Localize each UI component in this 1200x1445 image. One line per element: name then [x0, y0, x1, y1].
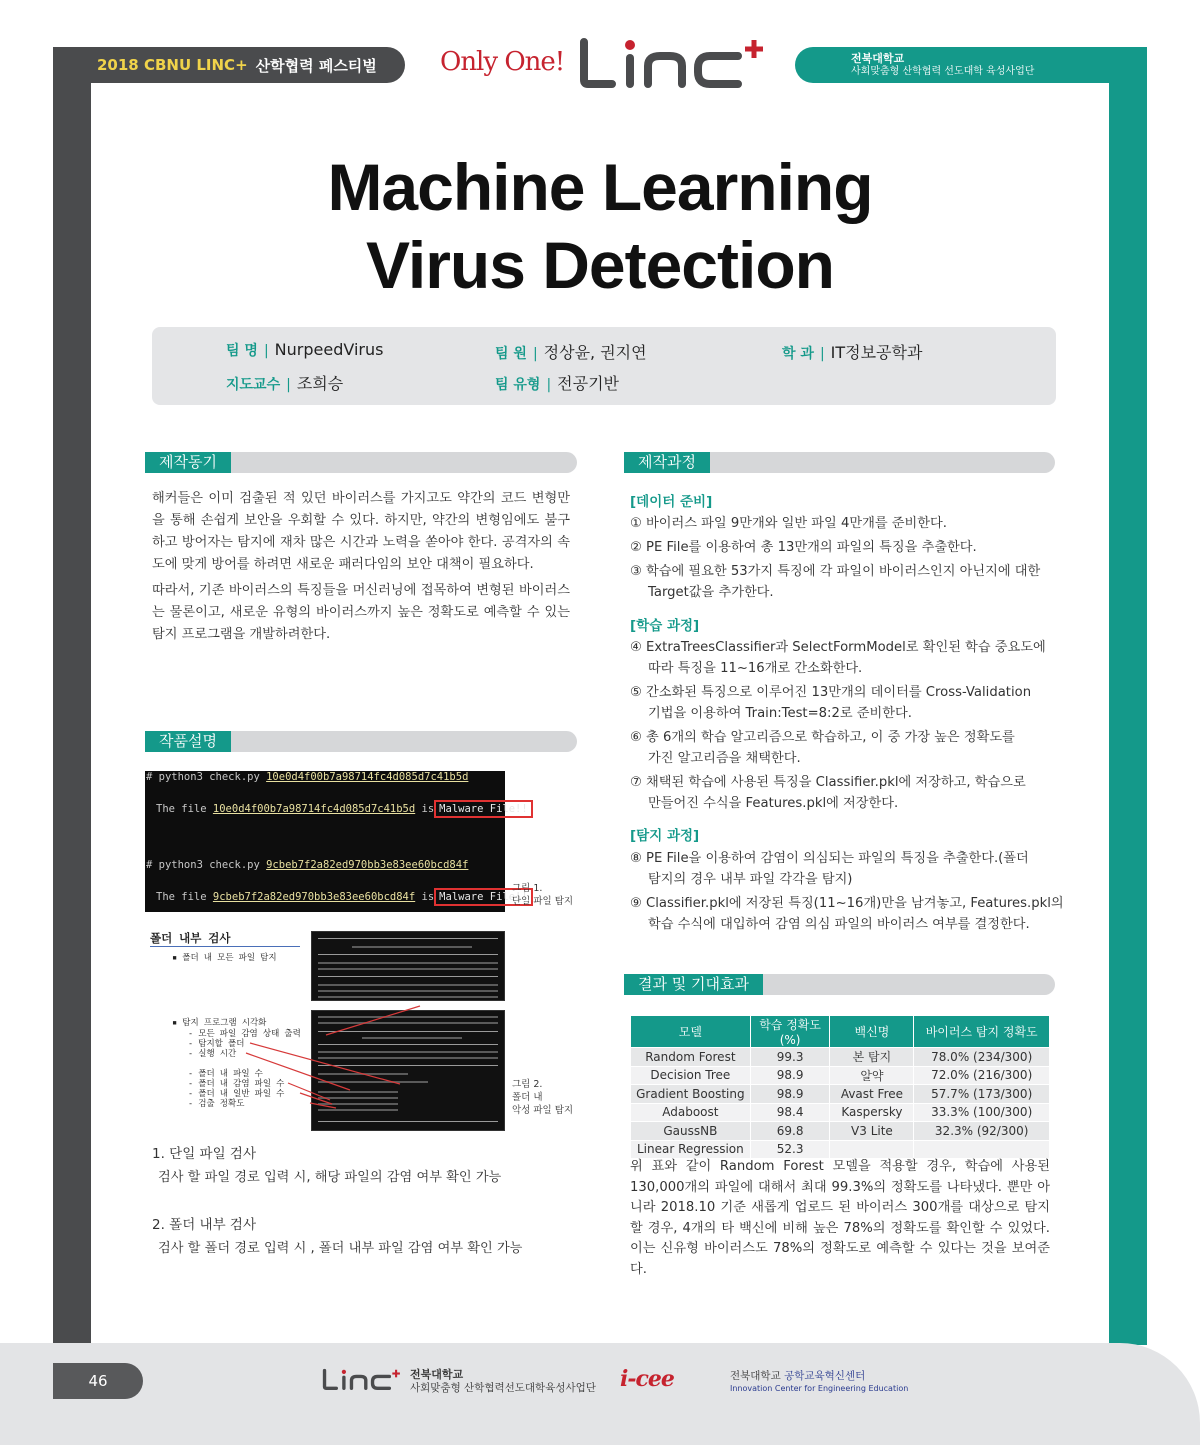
table-row: Gradient Boosting 98.9 Avast Free 57.7% (173/300) [631, 1085, 1050, 1104]
department-label: 학 과 [782, 346, 814, 362]
annotation-lines [240, 1000, 520, 1112]
section-header-description [145, 731, 577, 752]
table-row: GaussNB 69.8 V3 Lite 32.3% (92/300) [631, 1122, 1050, 1141]
column-header: 바이러스 탐지 정확도 [914, 1016, 1050, 1048]
step-1: ① 바이러스 파일 9만개와 일반 파일 4만개를 준비한다. [630, 516, 947, 531]
section-header-results [624, 974, 1055, 995]
item-2-body: 검사 할 폴더 경로 입력 시 , 폴더 내부 파일 감염 여부 확인 가능 [158, 1241, 523, 1256]
footer-icee-text: 전북대학교 공학교육혁신센터 Innovation Center for Engineering Education [730, 1370, 909, 1393]
viz-item: - 폴더 내 감염 파일 수 [188, 1079, 285, 1089]
table-row: Random Forest 99.3 본 탐지 78.0% (234/300) [631, 1048, 1050, 1067]
step-7: ⑦ 채택된 학습에 사용된 특징을 Classifier.pkl에 저장하고, 학습으로 [630, 775, 1026, 790]
advisor-label: 지도교수 [226, 377, 281, 393]
subheading-data-prep: [데이터 준비] [630, 494, 713, 510]
festival-banner [53, 47, 405, 83]
step-3-cont: Target값을 추가한다. [648, 585, 774, 600]
column-header: 학습 정확도(%) [750, 1016, 830, 1048]
step-8-cont: 탐지의 경우 내부 파일 각각을 탐지) [648, 872, 853, 887]
column-header: 백신명 [830, 1016, 914, 1048]
footer-icee-logo-icon: i-cee [620, 1366, 674, 1392]
brand-logo [440, 32, 768, 92]
team-info-box [152, 327, 1056, 405]
viz-item: - 폴더 내 일반 파일 수 [188, 1089, 285, 1099]
malware-badge: Malware File!! [434, 888, 533, 906]
figure-1-caption: 그림 1. 단일 파일 탐지 [512, 883, 574, 907]
terminal-output-2: The file 9cbeb7f2a82ed970bb3e83ee60bcd84f is Malware File!! [156, 891, 533, 903]
section-title: 제작과정 [624, 452, 710, 473]
step-5: ⑤ 간소화된 특징으로 이루어진 13만개의 데이터를 Cross-Validation [630, 685, 1032, 700]
motivation-paragraph-2: 따라서, 기존 바이러스의 특징들을 머신러닝에 접목하여 변형된 바이러스는 물론이고, 새로운 유형의 바이러스까지 높은 정확도로 예측할 수 있는 탐지 프로그램을 개발하려한다. [152, 583, 570, 642]
step-9-cont: 학습 수식에 대입하여 감염 의심 파일의 바이러스 여부를 결정한다. [648, 917, 1030, 932]
step-7-cont: 만들어진 수식을 Features.pkl에 저장한다. [648, 796, 899, 811]
folder-scan-screenshot-1 [311, 931, 505, 1001]
page-title [91, 148, 1109, 304]
section-title: 결과 및 기대효과 [624, 974, 763, 995]
step-4-cont: 따라 특징을 11~16개로 간소화한다. [648, 661, 863, 676]
motivation-paragraph-1: 해커들은 이미 검출된 적 있던 바이러스를 가지고도 약간의 코드 변형만을 통해 손쉽게 보안을 우회할 수 있다. 하지만, 약간의 변형임에도 불구하고 방어자는 탐지에 재차 많은 시간과 노력을 쏟아야 한다. 공격자의 속도에 맞게 방어를 하려면 새로운 패러다임의 보안 대책이 필요하다. [152, 491, 570, 572]
separator: | [546, 377, 552, 393]
program-banner [795, 47, 1147, 83]
footer [0, 1343, 1200, 1445]
right-frame-bar [1109, 47, 1147, 1345]
festival-name: 산학협력 페스티벌 [255, 56, 377, 75]
table-row: Adaboost 98.4 Kaspersky 33.3% (100/300) [631, 1103, 1050, 1122]
step-6: ⑥ 총 6개의 학습 알고리즘으로 학습하고, 이 중 가장 높은 정확도를 [630, 730, 1015, 745]
separator: | [263, 343, 269, 359]
column-header: 모델 [631, 1016, 751, 1048]
page-number: 46 [53, 1363, 143, 1399]
subheading-detection: [탐지 과정] [630, 828, 700, 844]
item-1-body: 검사 할 파일 경로 입력 시, 해당 파일의 감염 여부 확인 가능 [158, 1170, 502, 1185]
section-title: 작품설명 [145, 731, 231, 752]
item-2-title: 2. 폴더 내부 검사 [152, 1217, 256, 1233]
viz-item: - 탐지할 폴더 [188, 1039, 245, 1049]
title-line-2: Virus Detection [366, 228, 834, 302]
separator: | [532, 346, 538, 362]
title-line-1: Machine Learning [327, 150, 873, 224]
terminal-command-1: # python3 check.py 10e0d4f00b7a98714fc4d085d7c41b5d [146, 771, 469, 783]
separator: | [819, 346, 825, 362]
divider [150, 946, 300, 947]
section-header-process [624, 452, 1055, 473]
team-name-label: 팀 명 [226, 343, 258, 359]
program-name: 사회맞춤형 산학협력 선도대학 육성사업단 [851, 66, 1035, 77]
table-row: Decision Tree 98.9 알약 72.0% (216/300) [631, 1066, 1050, 1085]
step-2: ② PE File를 이용하여 총 13만개의 파일의 특징을 추출한다. [630, 540, 977, 555]
table-row: Linear Regression 52.3 [631, 1140, 1050, 1159]
terminal-screenshot-single-file [145, 771, 528, 912]
team-name-value: NurpeedVirus [274, 340, 384, 359]
terminal-output-1: The file 10e0d4f00b7a98714fc4d085d7c41b5d is Malware File!! [156, 803, 533, 815]
subheading-learning: [학습 과정] [630, 618, 700, 634]
item-1-title: 1. 단일 파일 검사 [152, 1146, 256, 1162]
step-9: ⑨ Classifier.pkl에 저장된 특징(11~16개)만을 남겨놓고, Features.pkl의 [630, 896, 1064, 911]
department-value: IT정보공학과 [830, 343, 923, 362]
department-row [782, 340, 922, 363]
figure-2-caption: 그림 2. 폴더 내 악성 파일 탐지 [512, 1079, 574, 1116]
viz-item: - 검출 정확도 [188, 1099, 245, 1109]
team-members-label: 팀 원 [495, 346, 527, 362]
advisor-row [226, 371, 343, 394]
separator: | [286, 377, 291, 393]
team-type-row [495, 371, 619, 394]
team-name-row [226, 340, 383, 360]
step-4: ④ ExtraTreesClassifier과 SelectFormModel로 확인된 학습 중요도에 [630, 640, 1046, 655]
advisor-value: 조희승 [296, 374, 344, 393]
team-type-value: 전공기반 [557, 374, 619, 393]
visualization-title: ▪ 탐지 프로그램 시각화 [172, 1018, 267, 1028]
step-6-cont: 가진 알고리즘을 채택한다. [648, 751, 801, 766]
team-type-label: 팀 유형 [495, 377, 541, 393]
folder-scan-item: ▪ 폴더 내 모든 파일 탐지 [172, 953, 277, 963]
step-5-cont: 기법을 이용하여 Train:Test=8:2로 준비한다. [648, 706, 912, 721]
step-8: ⑧ PE File을 이용하여 감염이 의심되는 파일의 특징을 추출한다.(폴더 [630, 851, 1029, 866]
section-title: 제작동기 [145, 452, 231, 473]
team-members-row [495, 340, 647, 363]
footer-linc-logo-icon [322, 1365, 402, 1393]
results-table [630, 1015, 1050, 1159]
results-summary: 위 표와 같이 Random Forest 모델을 적용할 경우, 학습에 사용된 130,000개의 파일에 대해서 최대 99.3%의 정확도를 나타냈다. 뿐만 아니라 2018.10 기준 새롭게 업로드 된 바이러스 300개를 대상으로 탐지할 경우, 4개의 타 백신에 비해 높은 78%의 정확도를 확인할 수 있었다. 이는 신유형 바이러스도 78%의 정확도로 예측할 수 있다는 것을 보여준다. [630, 1159, 1050, 1277]
viz-item: - 실행 시간 [188, 1049, 237, 1059]
viz-item: - 모든 파일 감염 상태 출력 [188, 1029, 301, 1039]
step-3: ③ 학습에 필요한 53가지 특징에 각 파일이 바이러스인지 아닌지에 대한 [630, 564, 1041, 579]
linc-logo-icon [578, 36, 768, 88]
folder-scan-title: 폴더 내부 검사 [150, 931, 231, 945]
festival-year: 2018 CBNU LINC+ [97, 56, 248, 74]
terminal-command-2: # python3 check.py 9cbeb7f2a82ed970bb3e83ee60bcd84f [146, 859, 469, 871]
slogan: Only One! [440, 47, 565, 77]
university-name: 전북대학교 [851, 52, 905, 65]
team-members-value: 정상윤, 권지연 [543, 343, 647, 362]
left-frame-bar [53, 47, 91, 1345]
section-header-motivation [145, 452, 577, 473]
footer-linc-text: 전북대학교 사회맞춤형 산학협력선도대학육성사업단 [410, 1368, 596, 1394]
malware-badge: Malware File!! [434, 800, 533, 818]
viz-item: - 폴더 내 파일 수 [188, 1069, 263, 1079]
